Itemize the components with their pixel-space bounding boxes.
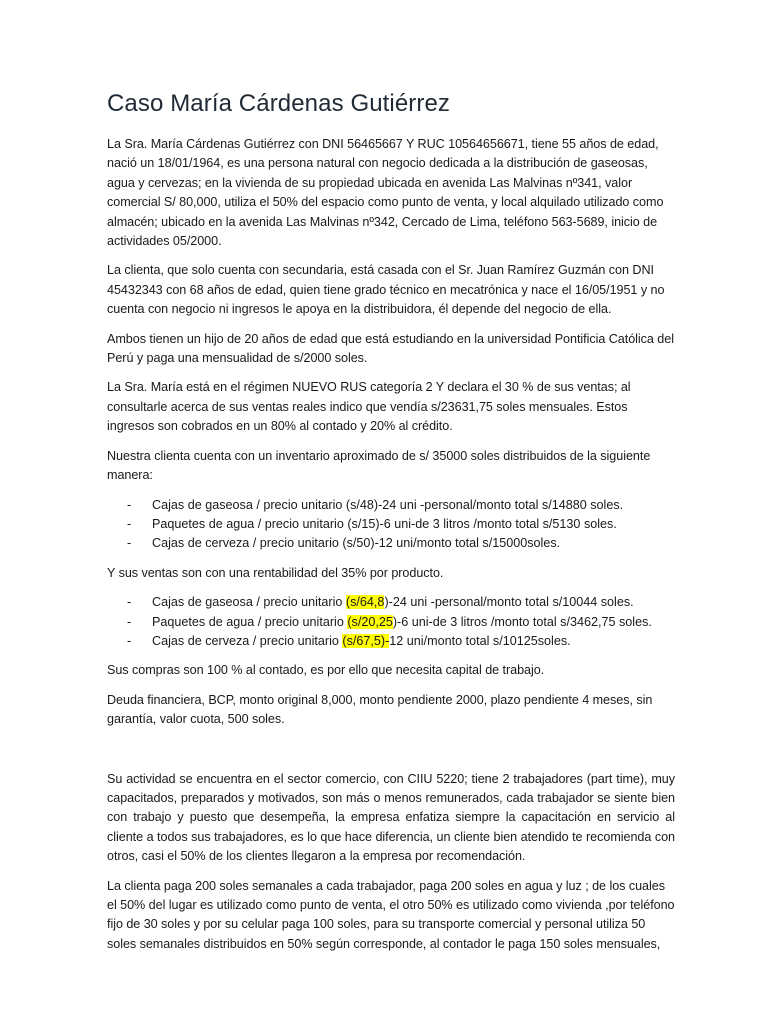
highlighted-price: (s/20,25 (347, 614, 393, 629)
paragraph-debt: Deuda financiera, BCP, monto original 8,000, monto pendiente 2000, plazo pendiente 4 meses, sin garantía, valor cuota, 500 soles. (107, 692, 653, 727)
item-text: Cajas de gaseosa / precio unitario (152, 595, 346, 610)
paragraph-spouse-info: La clienta, que solo cuenta con secundaria, está casada con el Sr. Juan Ramírez Guzmán con DNI 45432343 con 68 años de edad, quien tiene grado técnico en mecatrónica y nace el 16/05/1951 y no cuenta con negocio ni ingresos le apoya en la distribuidora, él depende del negocio de ella. (107, 263, 665, 317)
item-text: )-6 uni-de 3 litros /monto total s/3462,75 soles. (392, 614, 652, 629)
document-page (107, 88, 675, 964)
highlighted-price: (s/64,8 (345, 595, 385, 610)
item-text: 12 uni/monto total s/10125soles. (389, 633, 571, 648)
paragraph-inventory-intro: Nuestra clienta cuenta con un inventario aproximado de s/ 35000 soles distribuidos de la siguiente manera: (107, 448, 651, 483)
spacer (107, 740, 675, 770)
list-item: - Cajas de gaseosa / precio unitario (s/48)-24 uni -personal/monto total s/14880 soles. (107, 496, 675, 515)
list-item: - Paquetes de agua / precio unitario (s/15)-6 uni-de 3 litros /monto total s/5130 soles. (107, 515, 675, 534)
list-item (107, 613, 675, 632)
highlighted-price: (s/67,5)- (342, 633, 390, 648)
paragraph-activity: Su actividad se encuentra en el sector comercio, con CIIU 5220; tiene 2 trabajadores (part time), muy capacitados, preparados y motivados, son más o menos remunerados, cada trabajador se siente bien con trabajo y puesto que desempeña, la empresa enfatiza siempre la capacitación en servicio al cliente a todos sus trabajadores, es lo que hace diferencia, un cliente bien atendido te recomienda con otros, casi el 50% de los clientes llegaron a la empresa por recomendación. (107, 771, 675, 864)
item-text: Paquetes de agua / precio unitario (152, 614, 348, 629)
paragraph-tax-regime: La Sra. María está en el régimen NUEVO RUS categoría 2 Y declara el 30 % de sus ventas; al consultarle acerca de sus ventas reales indico que vendía s/23631,75 soles mensuales. Estos ingresos son cobrados en un 80% al contado y 20% al crédito. (107, 380, 631, 434)
sales-list (107, 593, 675, 651)
paragraph-purchases: Sus compras son 100 % al contado, es por ello que necesita capital de trabajo. (107, 663, 545, 678)
list-item (107, 632, 675, 651)
paragraph-client-info: La Sra. María Cárdenas Gutiérrez con DNI 56465667 Y RUC 10564656671, tiene 55 años de edad, nació un 18/01/1964, es una persona natural con negocio dedicada a la distribución de gaseosas, agua y cervezas; en la vivienda de su propiedad ubicada en avenida Las Malvinas nº341, valor comercial S/ 80,000, utiliza el 50% del espacio como punto de venta, y local alquilado utilizado como almacén; ubicado en la avenida Las Malvinas nº342, Cercado de Lima, teléfono 563-5689, inicio de actividades 05/2000. (107, 137, 664, 249)
list-item (107, 593, 675, 612)
item-text: )-24 uni -personal/monto total s/10044 soles. (384, 595, 634, 610)
document-title: Caso María Cárdenas Gutiérrez (107, 90, 451, 117)
paragraph-child-info: Ambos tienen un hijo de 20 años de edad que está estudiando en la universidad Pontificia Católica del Perú y paga una mensualidad de s/2000 soles. (107, 331, 674, 366)
list-item: - Cajas de cerveza / precio unitario (s/50)-12 uni/monto total s/15000soles. (107, 534, 675, 553)
inventory-list (107, 496, 675, 554)
item-text: Cajas de cerveza / precio unitario (152, 633, 343, 648)
paragraph-profitability: Y sus ventas son con una rentabilidad del 35% por producto. (107, 565, 444, 580)
paragraph-expenses: La clienta paga 200 soles semanales a cada trabajador, paga 200 soles en agua y luz ; de los cuales el 50% del lugar es utilizado como punto de venta, el otro 50% es utilizado como vivienda ,por teléfono fijo de 30 soles y por su celular paga 100 soles, para su transporte comercial y personal utiliza 50 soles semanales distribuidos en 50% según corresponde, al contador le paga 150 soles mensuales, (107, 878, 675, 951)
